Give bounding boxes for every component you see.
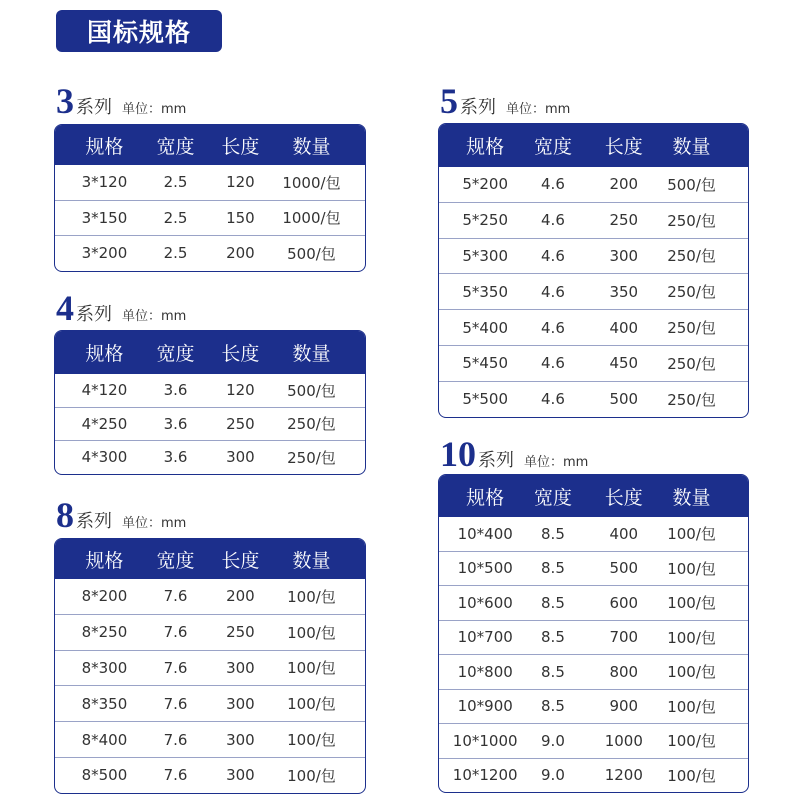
table-row [439, 620, 748, 655]
table-cell-0: 3*200 [81, 244, 128, 263]
table-row [439, 517, 748, 551]
table-cell-1: 7.6 [163, 658, 188, 677]
series-number: 10 [440, 434, 476, 474]
table-cell-1: 8.5 [541, 628, 565, 647]
series-title-3 [56, 83, 186, 119]
table-cell-3: 1000/包 [282, 173, 341, 192]
table-cell-1: 4.6 [541, 175, 565, 194]
table-cell-2: 300 [609, 246, 639, 265]
table-cell-1: 4.6 [541, 282, 565, 301]
column-header-3: 数量 [292, 549, 331, 572]
table-cell-1: 4.6 [541, 318, 565, 337]
table-cell-2: 200 [226, 244, 255, 263]
table-row [439, 167, 748, 202]
table-cell-2: 250 [226, 623, 255, 642]
table-cell-3: 100/包 [667, 663, 716, 682]
column-header-1: 宽度 [156, 135, 195, 158]
series-label: 系列 [76, 97, 112, 118]
table-cell-0: 3*150 [81, 208, 128, 227]
spec-table-10 [438, 474, 749, 793]
table-cell-0: 4*250 [81, 414, 128, 433]
column-header-3: 数量 [672, 136, 711, 158]
table-cell-2: 200 [609, 175, 639, 194]
table-cell-0: 4*300 [81, 448, 128, 467]
column-header-2: 长度 [604, 136, 643, 158]
table-cell-1: 3.6 [163, 414, 188, 433]
table-cell-3: 100/包 [667, 766, 716, 785]
table-cell-0: 5*200 [462, 175, 509, 194]
table-cell-0: 5*400 [462, 318, 509, 337]
spec-table-3 [54, 124, 366, 272]
table-cell-2: 300 [226, 766, 255, 785]
table-cell-3: 100/包 [287, 659, 336, 678]
table-cell-2: 300 [226, 448, 255, 467]
table-cell-0: 8*500 [81, 766, 128, 785]
table-header [55, 331, 365, 374]
table-cell-1: 2.5 [163, 244, 188, 263]
table-cell-2: 500 [609, 390, 639, 409]
table-cell-2: 150 [226, 208, 255, 227]
table-row [55, 374, 365, 407]
table-cell-1: 3.6 [163, 381, 188, 400]
unit-label: 单位：mm [524, 455, 589, 470]
table-cell-2: 400 [609, 524, 639, 543]
table-cell-2: 400 [609, 318, 639, 337]
series-number: 4 [56, 288, 74, 328]
table-cell-3: 100/包 [287, 587, 336, 606]
table-row [439, 551, 748, 586]
table-cell-3: 1000/包 [282, 209, 341, 228]
table-cell-2: 900 [609, 697, 639, 716]
table-cell-0: 8*400 [81, 730, 128, 749]
table-cell-2: 1200 [604, 766, 643, 785]
table-cell-3: 250/包 [287, 415, 336, 434]
table-cell-2: 350 [609, 282, 639, 301]
table-cell-1: 4.6 [541, 354, 565, 373]
table-header [55, 125, 365, 165]
table-cell-2: 120 [226, 381, 255, 400]
table-cell-1: 4.6 [541, 390, 565, 409]
column-header-1: 宽度 [156, 343, 195, 365]
column-header-0: 规格 [85, 343, 124, 365]
column-header-1: 宽度 [156, 549, 195, 572]
column-header-0: 规格 [85, 549, 124, 572]
table-cell-1: 4.6 [541, 246, 565, 265]
spec-table-5 [438, 123, 749, 418]
table-cell-2: 300 [226, 658, 255, 677]
table-cell-2: 300 [226, 730, 255, 749]
table-row [439, 758, 748, 793]
series-number: 3 [56, 81, 74, 121]
table-cell-2: 600 [609, 593, 639, 612]
series-title-10 [440, 436, 588, 472]
series-title-4 [56, 290, 186, 326]
table-row [439, 654, 748, 689]
column-header-1: 宽度 [533, 136, 572, 158]
series-label: 系列 [478, 450, 514, 471]
table-cell-1: 8.5 [541, 524, 565, 543]
table-row [439, 585, 748, 620]
table-row [55, 440, 365, 474]
series-label: 系列 [76, 304, 112, 325]
table-cell-0: 4*120 [81, 381, 128, 400]
column-header-3: 数量 [292, 135, 331, 158]
table-cell-0: 10*900 [457, 697, 513, 716]
table-row [439, 202, 748, 238]
table-cell-3: 250/包 [287, 448, 336, 467]
table-cell-3: 250/包 [667, 390, 716, 409]
page-title: 国标规格 [56, 10, 222, 52]
table-cell-3: 100/包 [667, 594, 716, 613]
series-number: 5 [440, 81, 458, 121]
table-row [55, 200, 365, 236]
table-cell-0: 10*1200 [452, 766, 518, 785]
column-header-0: 规格 [466, 136, 505, 158]
table-cell-0: 5*500 [462, 390, 509, 409]
table-cell-0: 10*600 [457, 593, 513, 612]
table-row [55, 650, 365, 686]
unit-label: 单位：mm [122, 516, 187, 531]
table-cell-0: 10*1000 [452, 731, 518, 750]
table-cell-3: 100/包 [287, 766, 336, 785]
spec-table-8 [54, 538, 366, 794]
table-cell-0: 10*700 [457, 628, 513, 647]
series-label: 系列 [76, 511, 112, 532]
table-row [55, 165, 365, 200]
table-header [439, 475, 748, 517]
table-cell-3: 100/包 [287, 695, 336, 714]
unit-label: 单位：mm [506, 102, 571, 117]
table-cell-3: 100/包 [667, 628, 716, 647]
table-row [55, 685, 365, 721]
table-cell-0: 5*450 [462, 354, 509, 373]
table-cell-3: 250/包 [667, 211, 716, 230]
table-cell-2: 450 [609, 354, 639, 373]
table-cell-0: 5*250 [462, 211, 509, 230]
table-row [439, 273, 748, 309]
table-cell-1: 7.6 [163, 694, 188, 713]
table-cell-3: 250/包 [667, 283, 716, 302]
table-cell-3: 100/包 [667, 525, 716, 544]
table-cell-0: 8*200 [81, 587, 128, 606]
table-cell-3: 100/包 [667, 732, 716, 751]
table-cell-1: 8.5 [541, 662, 565, 681]
table-cell-0: 8*350 [81, 694, 128, 713]
table-cell-0: 10*800 [457, 662, 513, 681]
table-cell-3: 250/包 [667, 247, 716, 266]
table-cell-2: 120 [226, 173, 255, 192]
table-cell-1: 9.0 [541, 731, 565, 750]
series-title-5 [440, 83, 570, 119]
table-cell-3: 500/包 [287, 381, 336, 400]
table-cell-2: 800 [609, 662, 639, 681]
column-header-3: 数量 [292, 343, 331, 365]
column-header-2: 长度 [221, 549, 260, 572]
column-header-3: 数量 [672, 486, 711, 509]
table-cell-0: 10*400 [457, 524, 513, 543]
table-cell-0: 10*500 [457, 559, 513, 578]
table-cell-1: 8.5 [541, 593, 565, 612]
unit-label: 单位：mm [122, 102, 187, 117]
table-row [55, 757, 365, 793]
table-cell-3: 500/包 [287, 244, 336, 263]
table-row [439, 689, 748, 724]
table-cell-3: 100/包 [667, 697, 716, 716]
table-row [55, 614, 365, 650]
table-row [439, 723, 748, 758]
table-cell-1: 7.6 [163, 623, 188, 642]
table-cell-2: 300 [226, 694, 255, 713]
column-header-2: 长度 [221, 343, 260, 365]
table-cell-1: 8.5 [541, 559, 565, 578]
series-number: 8 [56, 495, 74, 535]
table-row [439, 309, 748, 345]
table-cell-0: 8*250 [81, 623, 128, 642]
table-cell-1: 7.6 [163, 587, 188, 606]
column-header-2: 长度 [604, 486, 643, 509]
table-cell-3: 100/包 [287, 731, 336, 750]
table-cell-2: 200 [226, 587, 255, 606]
table-cell-1: 8.5 [541, 697, 565, 716]
table-header [55, 539, 365, 579]
spec-table-4 [54, 330, 366, 475]
table-cell-1: 2.5 [163, 173, 188, 192]
table-cell-2: 1000 [604, 731, 643, 750]
table-row [439, 345, 748, 381]
table-cell-0: 5*300 [462, 246, 509, 265]
series-label: 系列 [460, 97, 496, 118]
table-cell-3: 100/包 [287, 623, 336, 642]
table-row [55, 235, 365, 271]
column-header-0: 规格 [85, 135, 124, 158]
column-header-0: 规格 [466, 486, 505, 509]
column-header-2: 长度 [221, 135, 260, 158]
table-cell-0: 5*350 [462, 282, 509, 301]
table-cell-3: 500/包 [667, 175, 716, 194]
table-cell-1: 3.6 [163, 448, 188, 467]
table-cell-1: 4.6 [541, 211, 565, 230]
table-cell-1: 9.0 [541, 766, 565, 785]
table-cell-3: 100/包 [667, 559, 716, 578]
table-cell-3: 250/包 [667, 354, 716, 373]
table-cell-2: 500 [609, 559, 639, 578]
table-row [55, 579, 365, 614]
unit-label: 单位：mm [122, 309, 187, 324]
table-cell-1: 2.5 [163, 208, 188, 227]
table-cell-0: 8*300 [81, 658, 128, 677]
series-title-8 [56, 497, 186, 533]
table-row [439, 381, 748, 417]
column-header-1: 宽度 [533, 486, 572, 509]
table-cell-1: 7.6 [163, 766, 188, 785]
table-header [439, 124, 748, 167]
table-cell-2: 250 [609, 211, 639, 230]
table-row [55, 407, 365, 441]
table-cell-2: 250 [226, 414, 255, 433]
table-cell-1: 7.6 [163, 730, 188, 749]
table-cell-0: 3*120 [81, 173, 128, 192]
table-cell-3: 250/包 [667, 319, 716, 338]
table-row [439, 238, 748, 274]
table-cell-2: 700 [609, 628, 639, 647]
table-row [55, 721, 365, 757]
